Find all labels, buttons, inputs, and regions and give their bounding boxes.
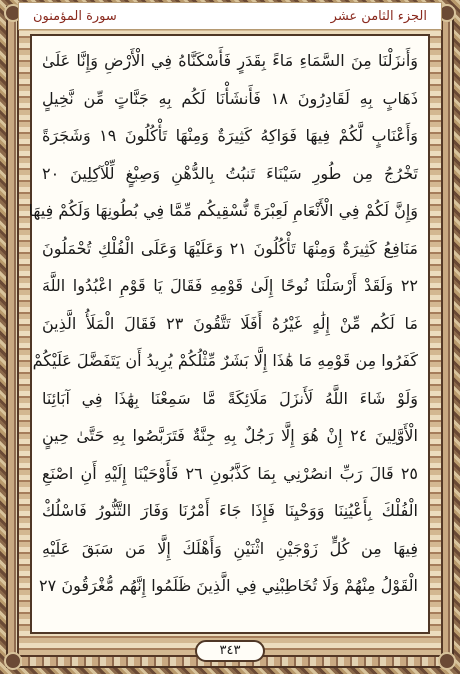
text-line: ٢٢ وَلَقَدْ أَرْسَلْنَا نُوحًا إِلَىٰ قَوْمِهِ فَقَالَ يَا قَوْمِ اعْبُدُوا اللَّهَ bbox=[42, 276, 418, 295]
juz-label: الجزء الثامن عشر bbox=[330, 8, 427, 24]
text-line: مَنَافِعُ كَثِيرَةٌ وَمِنْهَا تَأْكُلُونَ ٢١ وَعَلَيْهَا وَعَلَى الْفُلْكِ تُحْمَلُونَ bbox=[42, 238, 418, 258]
corner-ornament bbox=[438, 652, 456, 670]
page-header bbox=[18, 2, 442, 30]
text-line: وَأَنزَلْنَا مِنَ السَّمَاءِ مَاءً بِقَدَرٍ فَأَسْكَنَّاهُ فِي الْأَرْضِ وَإِنَّا عَلَىٰ bbox=[42, 51, 418, 70]
text-line: كَفَرُوا مِن قَوْمِهِ مَا هَٰذَا إِلَّا بَشَرٌ مِّثْلُكُمْ يُرِيدُ أَن يَتَفَضَّلَ عَلَيْكُمْ bbox=[32, 351, 418, 370]
corner-ornament bbox=[4, 652, 22, 670]
text-line: فِيهَا مِن كُلٍّ زَوْجَيْنِ اثْنَيْنِ وَأَهْلَكَ إِلَّا مَن سَبَقَ عَلَيْهِ bbox=[42, 538, 418, 558]
text-line: وَإِنَّ لَكُمْ فِي الْأَنْعَامِ لَعِبْرَةً نُّسْقِيكُم مِّمَّا فِي بُطُونِهَا وَلَكُمْ فِيهَا bbox=[28, 201, 418, 220]
text-line: مَا لَكُم مِّنْ إِلَٰهٍ غَيْرُهُ أَفَلَا تَتَّقُونَ ٢٣ فَقَالَ الْمَلَأُ الَّذِينَ bbox=[42, 313, 418, 333]
page-number: ٣٤٣ bbox=[195, 640, 265, 662]
text-line: تَخْرُجُ مِن طُورِ سَيْنَاءَ تَنبُتُ بِالدُّهْنِ وَصِبْغٍ لِّلْآكِلِينَ ٢٠ bbox=[42, 163, 418, 183]
text-line: وَأَعْنَابٍ لَّكُمْ فِيهَا فَوَاكِهُ كَثِيرَةٌ وَمِنْهَا تَأْكُلُونَ ١٩ وَشَجَرَةً bbox=[42, 126, 419, 145]
surah-label: سورة المؤمنون bbox=[33, 8, 117, 24]
quran-text-panel bbox=[30, 34, 430, 634]
text-line: ذَهَابٍ بِهِ لَقَادِرُونَ ١٨ فَأَنشَأْنَا لَكُم بِهِ جَنَّاتٍ مِّن نَّخِيلٍ bbox=[42, 88, 418, 108]
text-line: الْفُلْكَ بِأَعْيُنِنَا وَوَحْيِنَا فَإِذَا جَاءَ أَمْرُنَا وَفَارَ التَّنُّورُ فَاسْلُكْ bbox=[42, 501, 418, 520]
text-line: الْقَوْلُ مِنْهُمْ وَلَا تُخَاطِبْنِي فِي الَّذِينَ ظَلَمُوا إِنَّهُم مُّغْرَقُونَ ٢٧ bbox=[39, 576, 418, 595]
text-line: وَلَوْ شَاءَ اللَّهُ لَأَنزَلَ مَلَائِكَةً مَّا سَمِعْنَا بِهَٰذَا فِي آبَائِنَا bbox=[42, 388, 418, 408]
text-line: الْأَوَّلِينَ ٢٤ إِنْ هُوَ إِلَّا رَجُلٌ بِهِ جِنَّةٌ فَتَرَبَّصُوا بِهِ حَتَّىٰ حِينٍ bbox=[42, 426, 419, 445]
text-line: ٢٥ قَالَ رَبِّ انصُرْنِي بِمَا كَذَّبُونِ ٢٦ فَأَوْحَيْنَا إِلَيْهِ أَنِ اصْنَعِ bbox=[42, 463, 419, 483]
